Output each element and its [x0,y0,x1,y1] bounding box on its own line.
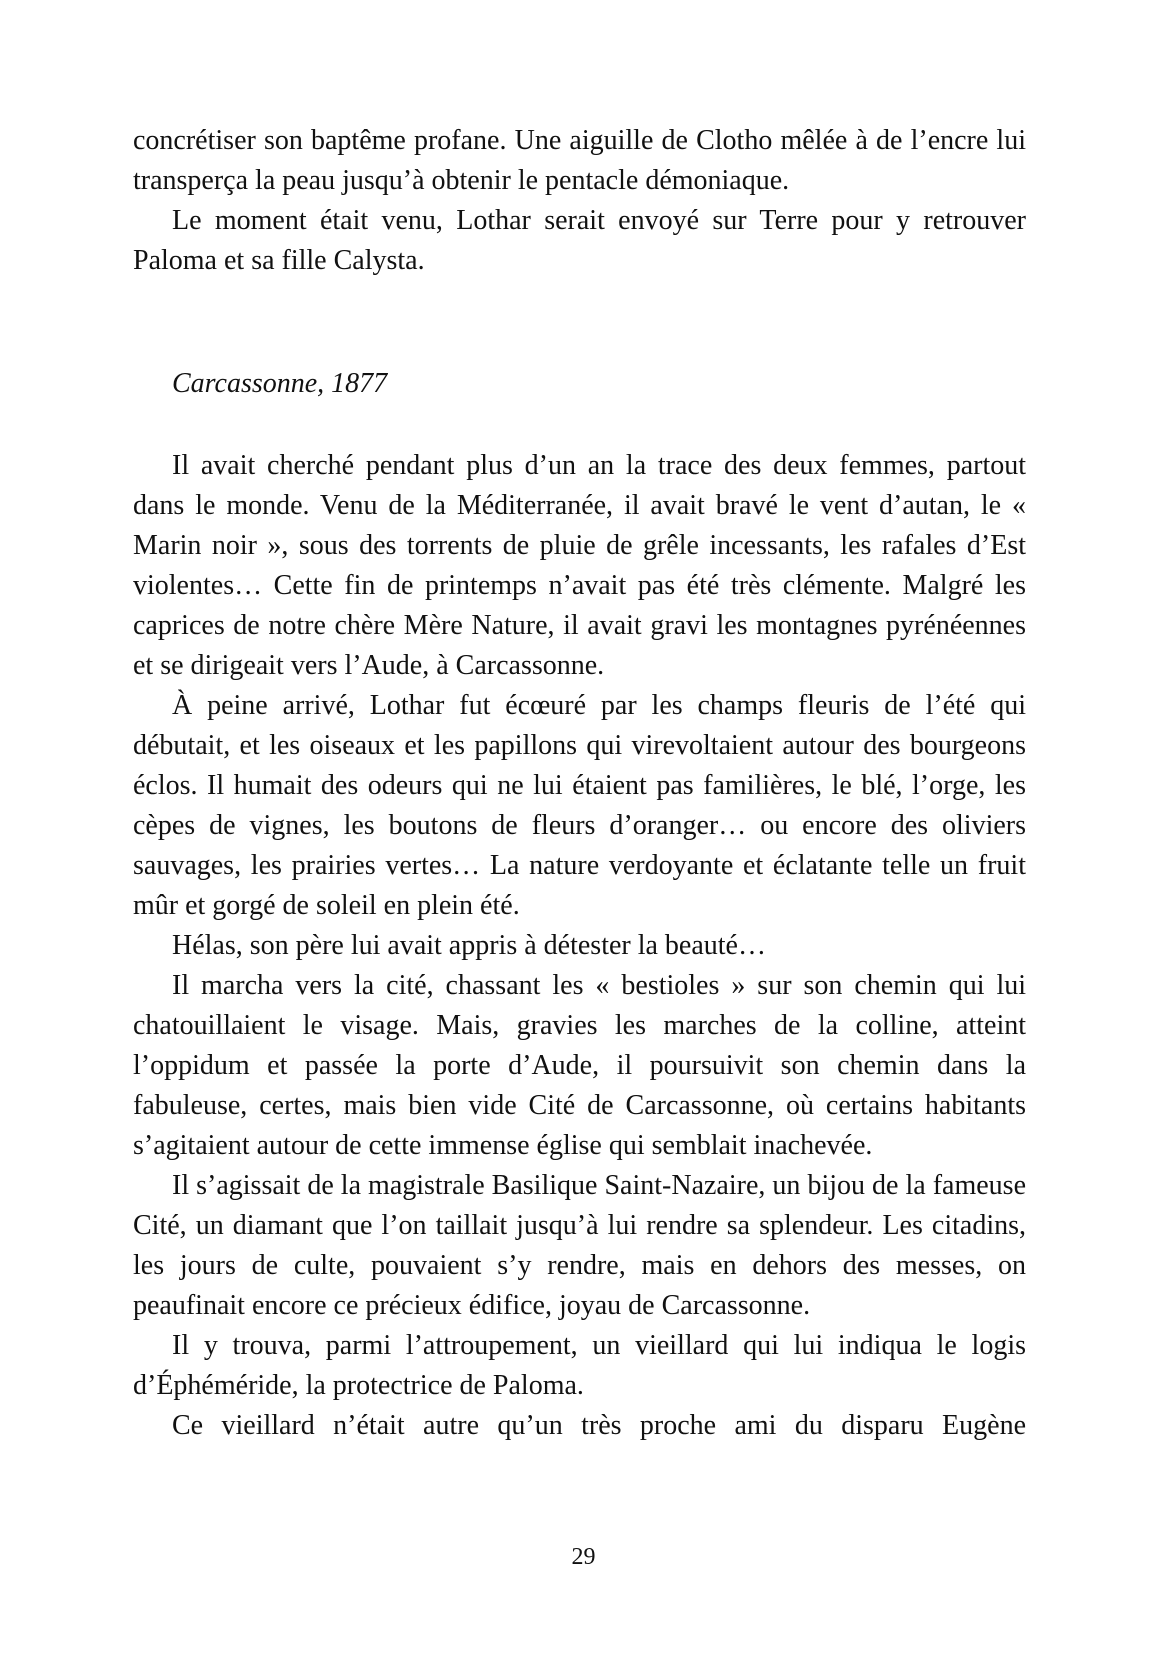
paragraph: Il s’agissait de la magistrale Basilique Saint-Nazaire, un bijou de la fameuse Cité, un diamant que l’on taillait jusqu’à lui rendre sa splendeur. Les citadins, les jours de culte, pouvaient s’y rendre, mais en dehors des messes, on peaufinait encore ce précieux édifice, joyau de Carcassonne. [133,1170,1026,1321]
paragraph: Hélas, son père lui avait appris à détester la beauté… [172,930,766,961]
paragraph-continues: Ce vieillard n’était autre qu’un très proche ami du disparu Eugène [172,1410,1026,1441]
section-heading: Carcassonne, 1877 [172,368,388,399]
top-text-block [133,121,1026,281]
main-text-block [133,446,1026,1446]
paragraph: Il marcha vers la cité, chassant les « bestioles » sur son chemin qui lui chatouillaient le visage. Mais, gravies les marches de la colline, atteint l’oppidum et passée la porte d’Aude, il poursuivit son chemin dans la fabuleuse, certes, mais bien vide Cité de Carcassonne, où certains habitants s’agitaient autour de cette immense église qui semblait inachevée. [133,970,1026,1161]
paragraph: À peine arrivé, Lothar fut écœuré par les champs fleuris de l’été qui débutait, et les oiseaux et les papillons qui virevoltaient autour des bourgeons éclos. Il humait des odeurs qui ne lui étaient pas familières, le blé, l’orge, les cèpes de vignes, les boutons de fleurs d’oranger… ou encore des oliviers sauvages, les prairies vertes… La nature verdoyante et éclatante telle un fruit mûr et gorgé de soleil en plein été. [133,690,1026,921]
paragraph: Il y trouva, parmi l’attroupement, un vieillard qui lui indiqua le logis d’Éphéméride, la protectrice de Paloma. [133,1330,1026,1401]
paragraph: Il avait cherché pendant plus d’un an la trace des deux femmes, partout dans le monde. Venu de la Méditerranée, il avait bravé le vent d’autan, le « Marin noir », sous des torrents de pluie de grêle incessants, les rafales d’Est violentes… Cette fin de printemps n’avait pas été très clémente. Malgré les caprices de notre chère Mère Nature, il avait gravi les montagnes pyrénéennes et se dirigeait vers l’Aude, à Carcassonne. [133,450,1026,681]
paragraph: Le moment était venu, Lothar serait envoyé sur Terre pour y retrouver Paloma et sa fille Calysta. [133,205,1026,276]
paragraph-continuation: concrétiser son baptême profane. Une aiguille de Clotho mêlée à de l’encre lui transperça la peau jusqu’à obtenir le pentacle démoniaque. [133,125,1026,196]
page-number: 29 [571,1544,596,1570]
